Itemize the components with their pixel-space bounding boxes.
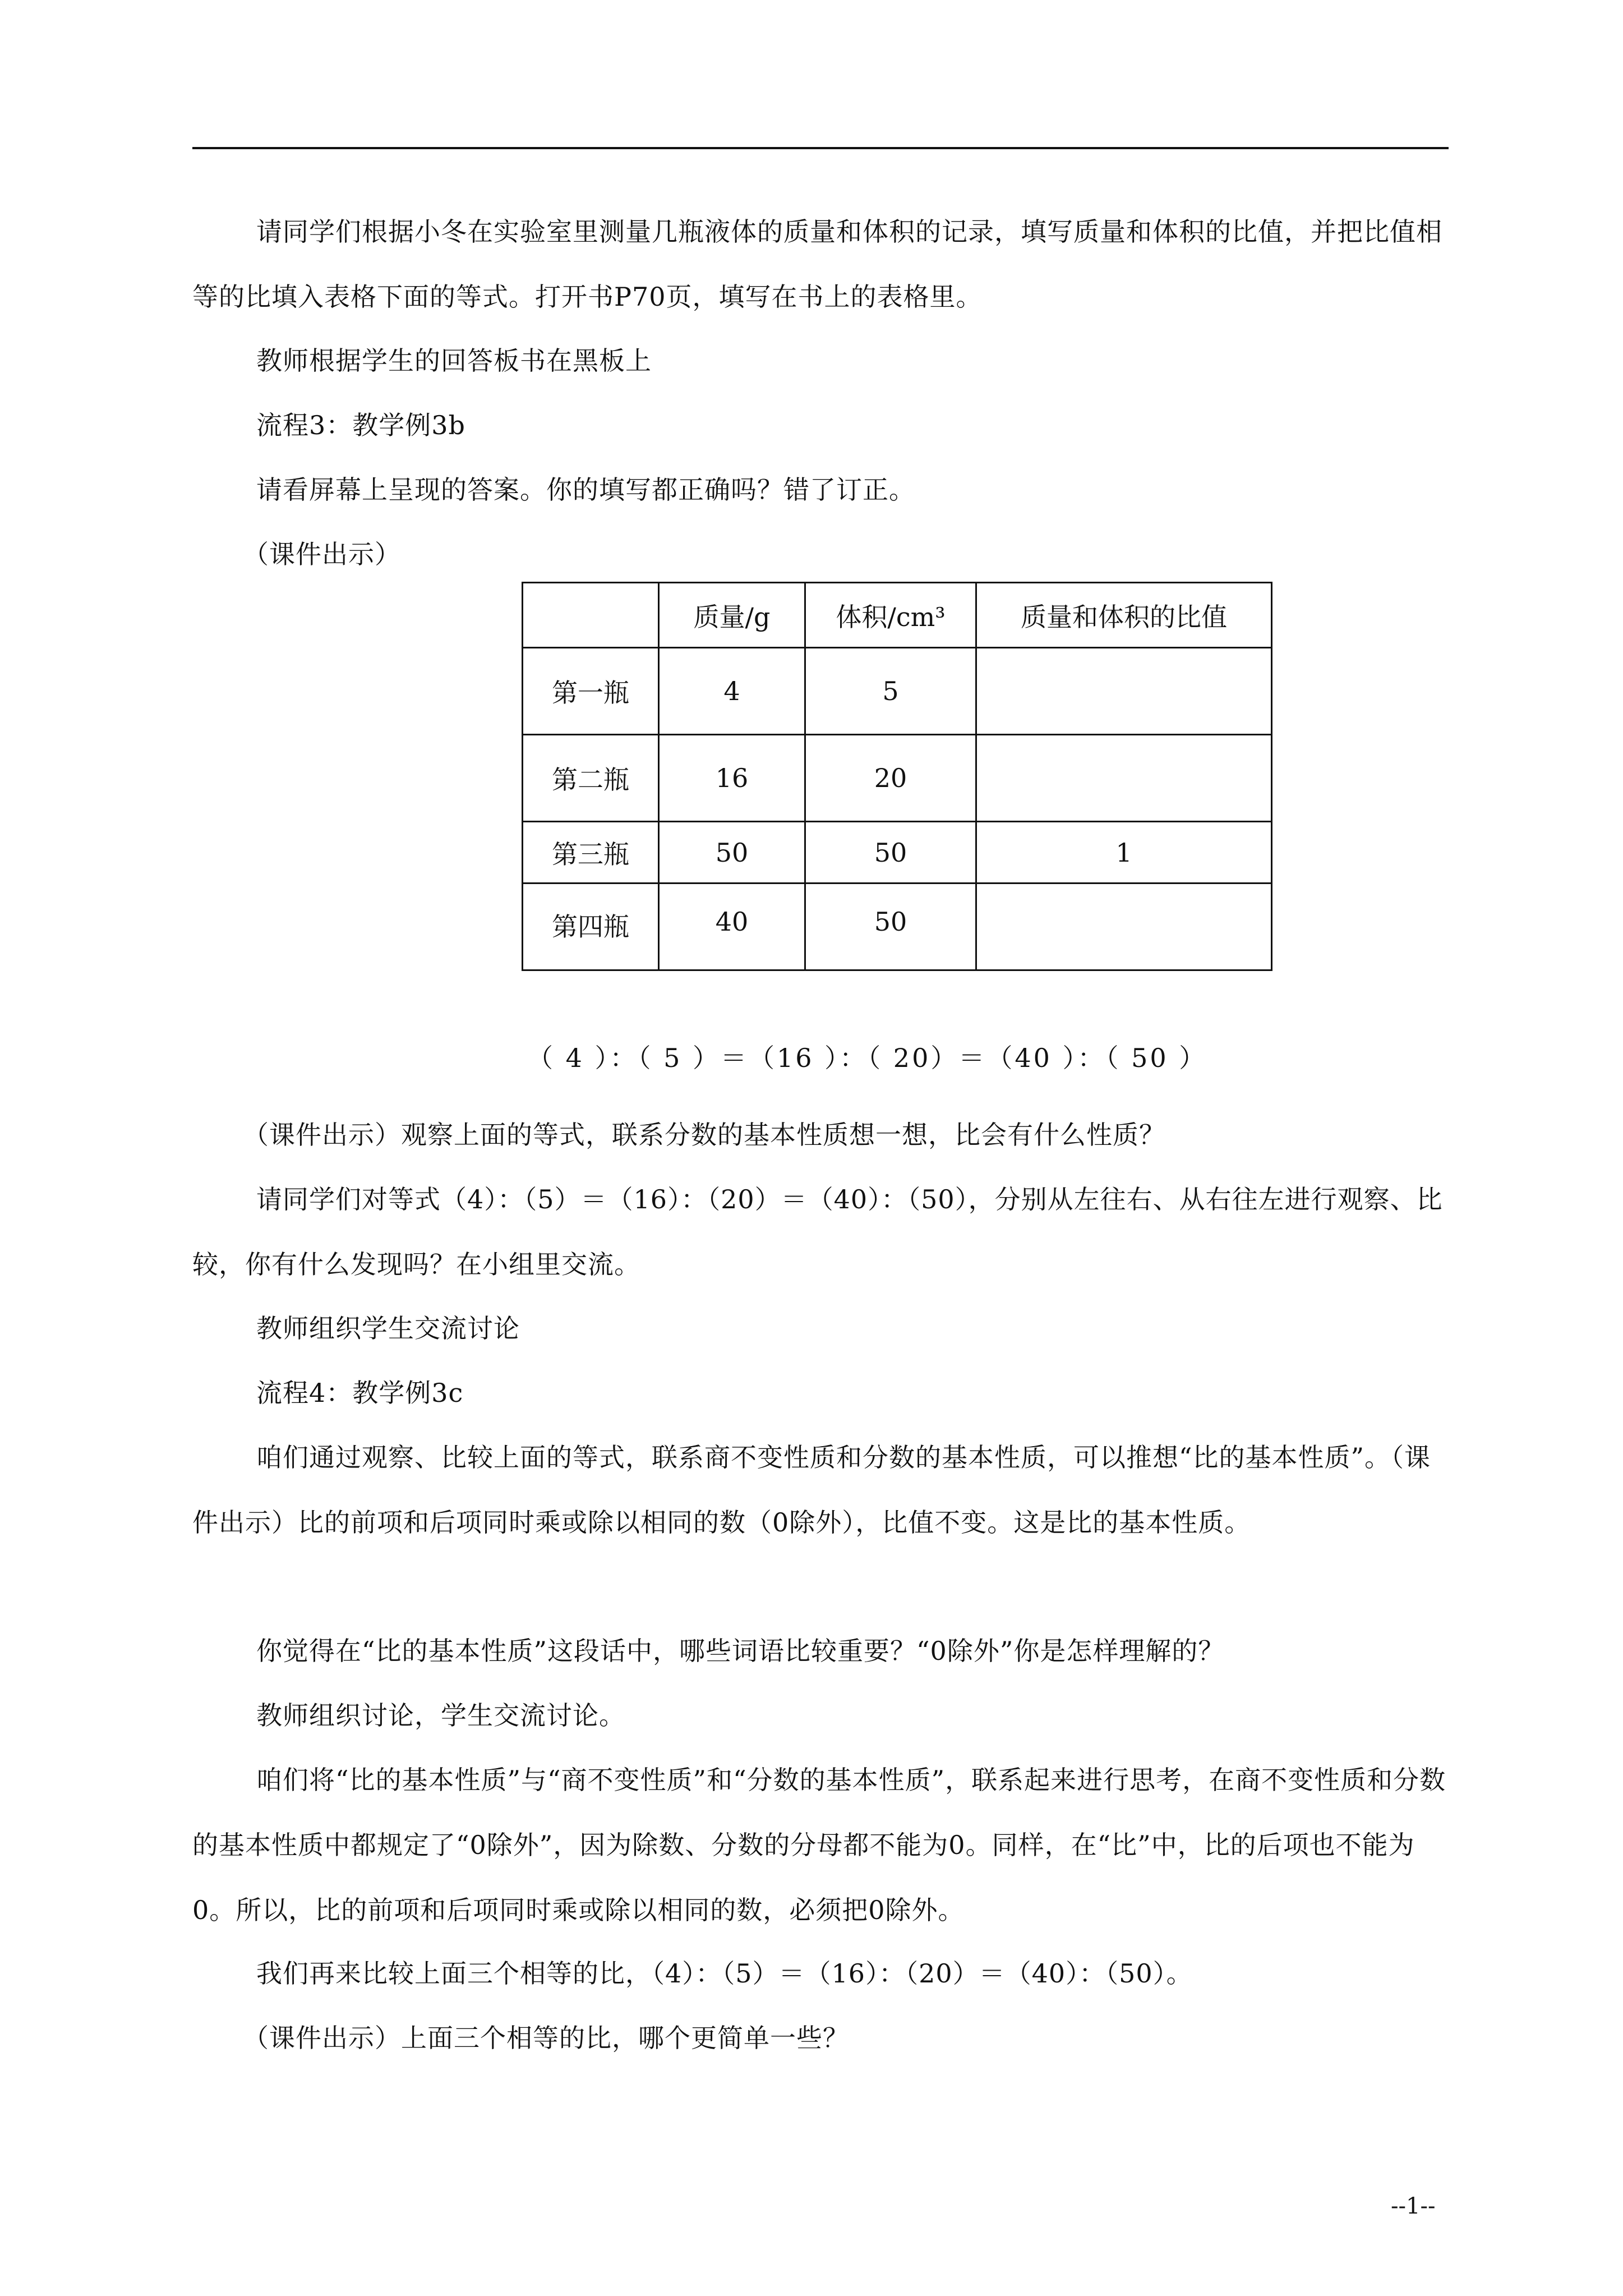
table-header-cell: 质量和体积的比值 <box>976 583 1272 648</box>
paragraph-teacher-board: 教师根据学生的回答板书在黑板上 <box>256 346 652 376</box>
paragraph-simplest-ratio: （课件出示）上面三个相等的比，哪个更简单一些？ <box>243 2023 849 2053</box>
paragraph-compare-equation: 请同学们对等式（4）：（5）＝（16）：（20）＝（40）：（50），分别从左往右、从右往左进行观察、比较，你有什么发现吗？在小组里交流。 <box>192 1184 1443 1280</box>
table-cell: 16 <box>659 735 805 822</box>
table-row <box>523 735 1272 822</box>
paragraph-courseware-show: （课件出示） <box>243 539 401 569</box>
table-cell: 50 <box>659 822 805 884</box>
table-cell: 第一瓶 <box>523 648 659 735</box>
table-cell <box>976 735 1272 822</box>
paragraph-observe: （课件出示）观察上面的等式，联系分数的基本性质想一想，比会有什么性质？ <box>243 1120 1165 1150</box>
table-cell: 第二瓶 <box>523 735 659 822</box>
table-cell: 4 <box>659 648 805 735</box>
table-cell: 第四瓶 <box>523 884 659 970</box>
table-cell: 20 <box>805 735 976 822</box>
paragraph-compare-ratios: 我们再来比较上面三个相等的比，（4）：（5）＝（16）：（20）＝（40）：（50）。 <box>256 1958 1193 1989</box>
header-rule <box>192 147 1449 149</box>
page-number: --1-- <box>1391 2193 1436 2219</box>
table-header-cell: 体积/cm³ <box>805 583 976 648</box>
table-cell: 第三瓶 <box>523 822 659 884</box>
table-row <box>523 648 1272 735</box>
paragraph-important-words: 你觉得在“比的基本性质”这段话中，哪些词语比较重要？“0除外”你是怎样理解的？ <box>256 1636 1225 1666</box>
table-cell: 40 <box>659 884 805 970</box>
data-table <box>522 582 1272 971</box>
paragraph-process-4: 流程4：教学例3c <box>256 1378 464 1408</box>
paragraph-teacher-discuss: 教师组织学生交流讨论 <box>256 1313 520 1343</box>
table-cell: 50 <box>805 884 976 970</box>
ratio-equation: （ 4 ）：（ 5 ）＝（16 ）：（ 20）＝（40 ）：（ 50 ） <box>527 1043 1207 1073</box>
table-cell <box>976 648 1272 735</box>
table-header-row <box>523 583 1272 648</box>
table-cell <box>976 884 1272 970</box>
paragraph-check-answers: 请看屏幕上呈现的答案。你的填写都正确吗？错了订正。 <box>256 475 915 505</box>
paragraph-zero-excluded: 咱们将“比的基本性质”与“商不变性质”和“分数的基本性质”，联系起来进行思考，在商不变性质和分数的基本性质中都规定了“0除外”，因为除数、分数的分母都不能为0。同样，在“比”中，比的后项也不能为0。所以，比的前项和后项同时乘或除以相同的数，必须把0除外。 <box>192 1765 1446 1925</box>
table-cell: 50 <box>805 822 976 884</box>
table-row <box>523 822 1272 884</box>
table-cell: 1 <box>976 822 1272 884</box>
paragraph-process-3: 流程3：教学例3b <box>256 410 465 440</box>
table-header-cell: 质量/g <box>659 583 805 648</box>
table-header-cell <box>523 583 659 648</box>
table-cell: 5 <box>805 648 976 735</box>
paragraph-intro: 请同学们根据小冬在实验室里测量几瓶液体的质量和体积的记录，填写质量和体积的比值，并把比值相等的比填入表格下面的等式。打开书P70页，填写在书上的表格里。 <box>192 217 1442 312</box>
table-row <box>523 884 1272 970</box>
paragraph-organize-discussion: 教师组织讨论，学生交流讨论。 <box>256 1700 625 1731</box>
paragraph-basic-property: 咱们通过观察、比较上面的等式，联系商不变性质和分数的基本性质，可以推想“比的基本性质”。（课件出示）比的前项和后项同时乘或除以相同的数（0除外），比值不变。这是比的基本性质。 <box>192 1442 1431 1538</box>
